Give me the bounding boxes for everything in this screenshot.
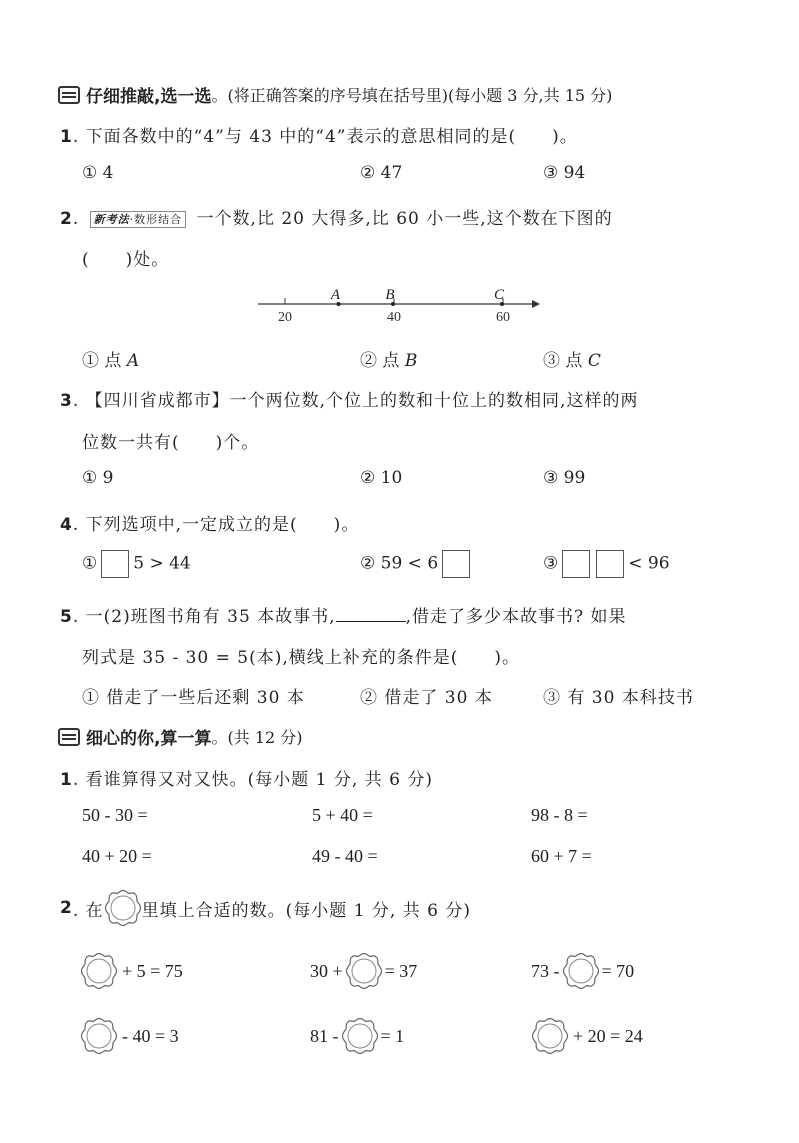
q5-option-2[interactable]: ② 借走了 30 本 [360,688,493,708]
q4-option-3[interactable]: ③ < 96 [543,550,670,578]
calc-item: 5 + 40 = [312,805,373,825]
section-2-note: 。(共 12 分) [211,728,303,747]
q3-option-3[interactable]: ③ 99 [543,468,586,488]
calc-item: 50 - 30 = [82,805,148,825]
question-2: 2. 新考法·数形结合 一个数,比 20 大得多,比 60 小一些,这个数在下图的 [60,209,613,229]
fill-item: 30 + = 37 [310,952,417,990]
flower-answer-box[interactable] [531,1017,569,1055]
q4-option-2[interactable]: ② 59 < 6 [360,550,474,578]
flower-answer-box[interactable] [80,1017,118,1055]
q2-option-1[interactable]: ① 点 A [82,351,140,371]
question-number: 3 [60,391,73,411]
calc-question-2: 2 . 在 里填上合适的数。(每小题 1 分, 共 6 分) [60,889,471,927]
fill-item: - 40 = 3 [80,1017,179,1055]
arrow-head-icon [532,300,540,308]
q1-option-2[interactable]: ② 47 [360,163,403,183]
question-number: 2 [60,209,73,229]
q3-option-1[interactable]: ① 9 [82,468,114,488]
question-5: 5. 一(2)班图书角有 35 本故事书, ,借走了多少本故事书? 如果 [60,607,627,627]
calc-item: 98 - 8 = [531,805,588,825]
question-number: 4 [60,515,73,535]
answer-box[interactable] [442,550,470,578]
fill-item: 81 - = 1 [310,1017,404,1055]
number-line-point-label: A [330,287,341,303]
question-text: . 下列选项中,一定成立的是( )。 [72,515,360,535]
fill-item: + 20 = 24 [531,1017,643,1055]
q2-option-3[interactable]: ③ 点 C [543,351,601,371]
answer-box[interactable] [562,550,590,578]
question-number: 2 [60,898,73,918]
flower-answer-box[interactable] [562,952,600,990]
calc-item: 40 + 20 = [82,846,152,866]
question-number: 1 [60,127,73,147]
flower-answer-box[interactable] [80,952,118,990]
q5-option-1[interactable]: ① 借走了一些后还剩 30 本 [82,688,305,708]
number-line-tick-label: 60 [496,310,510,325]
number-line-tick-label: 40 [387,310,401,325]
q4-option-1[interactable]: ① 5 > 44 [82,550,191,578]
question-text: 里填上合适的数。(每小题 1 分, 共 6 分) [141,900,471,921]
question-1 [60,122,578,147]
q3-option-2[interactable]: ② 10 [360,468,403,488]
section-2-header [58,724,303,749]
calc-item: 60 + 7 = [531,846,592,866]
number-line-tick-label: 20 [278,310,292,325]
fill-blank-line[interactable] [336,605,406,622]
q2-option-2[interactable]: ② 点 B [360,351,418,371]
section-1-header [58,82,612,107]
flower-answer-box[interactable] [345,952,383,990]
calc-item: 49 - 40 = [312,846,378,866]
question-number: 1 [60,770,73,790]
calc-question-1 [60,765,433,790]
section-icon [58,728,80,746]
question-2-line-2: ( )处。 [82,250,170,270]
question-text: . 一(2)班图书角有 35 本故事书, [72,607,336,627]
number-line [250,282,550,328]
section-1-title: 仔细推敲,选一选 [86,87,212,107]
q1-option-3[interactable]: ③ 94 [543,163,586,183]
question-number: 5 [60,607,73,627]
flower-box-icon [104,889,142,927]
question-text: . 【四川省成都市】一个两位数,个位上的数和十位上的数相同,这样的两 [72,391,639,411]
answer-box[interactable] [596,550,624,578]
number-line-point-label: C [493,287,505,303]
section-2-title: 细心的你,算一算 [86,729,212,749]
question-text: . 下面各数中的“4”与 43 中的“4”表示的意思相同的是( )。 [72,127,578,147]
fill-item: 73 - = 70 [531,952,634,990]
q5-option-3[interactable]: ③ 有 30 本科技书 [543,688,694,708]
flower-answer-box[interactable] [341,1017,379,1055]
section-icon [58,86,80,104]
question-3 [60,386,638,411]
question-4 [60,510,359,535]
question-3-line-2: 位数一共有( )个。 [82,433,260,453]
number-line-point-label: B [385,287,395,303]
question-text: . 看谁算得又对又快。(每小题 1 分, 共 6 分) [72,770,433,790]
question-5-line-2: 列式是 35 - 30 = 5(本),横线上补充的条件是( )。 [82,648,521,668]
q1-option-1[interactable]: ① 4 [82,163,114,183]
new-method-tag: 新考法·数形结合 [90,211,187,228]
section-1-note: 。(将正确答案的序号填在括号里)(每小题 3 分,共 15 分) [211,86,613,105]
answer-box[interactable] [101,550,129,578]
fill-item: + 5 = 75 [80,952,183,990]
question-text: 一个数,比 20 大得多,比 60 小一些,这个数在下图的 [196,209,613,229]
